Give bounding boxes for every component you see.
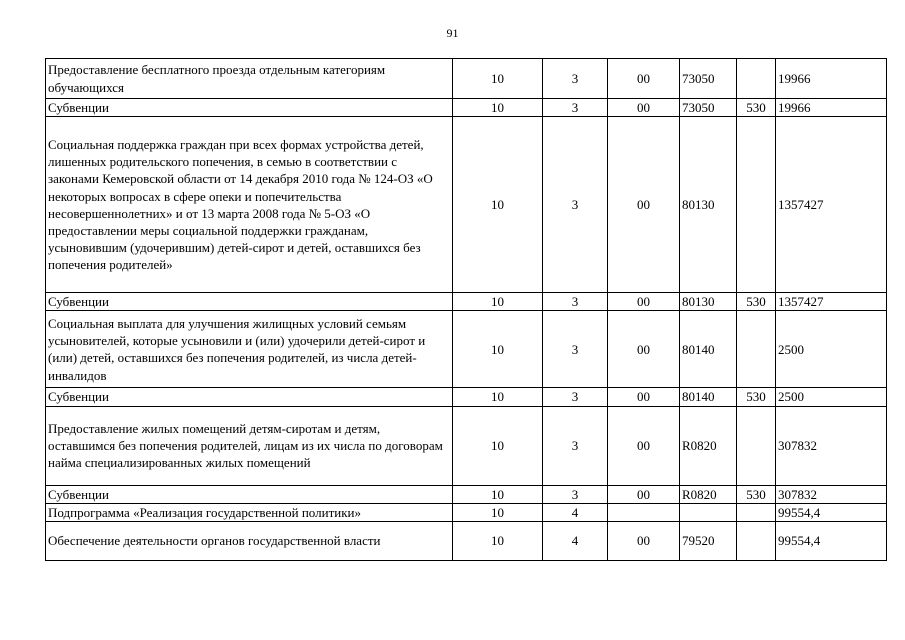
row-item: 80140 bbox=[680, 311, 737, 388]
row-expense-type bbox=[737, 406, 776, 485]
row-expense-type: 530 bbox=[737, 99, 776, 117]
table-row bbox=[46, 485, 887, 503]
table-row bbox=[46, 522, 887, 561]
row-expense-type bbox=[737, 59, 776, 99]
row-amount: 307832 bbox=[776, 406, 887, 485]
row-expense-type: 530 bbox=[737, 293, 776, 311]
row-name: Предоставление жилых помещений детям-сиротам и детям, оставшимся без попечения родителей, лицам из их числа по договорам найма специализированных жилых помещений bbox=[46, 406, 453, 485]
row-section: 10 bbox=[453, 406, 543, 485]
row-expense-type: 530 bbox=[737, 388, 776, 406]
row-program: 00 bbox=[608, 311, 680, 388]
row-program: 00 bbox=[608, 99, 680, 117]
row-program: 00 bbox=[608, 117, 680, 293]
row-item: 80130 bbox=[680, 117, 737, 293]
row-section: 10 bbox=[453, 311, 543, 388]
row-expense-type bbox=[737, 522, 776, 561]
table-row bbox=[46, 293, 887, 311]
table-row bbox=[46, 59, 887, 99]
row-amount: 99554,4 bbox=[776, 522, 887, 561]
row-name: Субвенции bbox=[46, 485, 453, 503]
row-amount: 99554,4 bbox=[776, 503, 887, 521]
row-subsection: 4 bbox=[543, 522, 608, 561]
row-program: 00 bbox=[608, 485, 680, 503]
row-section: 10 bbox=[453, 485, 543, 503]
row-name: Социальная выплата для улучшения жилищных условий семьям усыновителей, которые усыновили и (или) удочерили детей-сирот и (или) детей, оставшихся без попечения родителей, из числа детей-инвалидов bbox=[46, 311, 453, 388]
row-subsection: 3 bbox=[543, 293, 608, 311]
row-name: Предоставление бесплатного проезда отдельным категориям обучающихся bbox=[46, 59, 453, 99]
row-name: Субвенции bbox=[46, 99, 453, 117]
row-name: Субвенции bbox=[46, 293, 453, 311]
row-item: R0820 bbox=[680, 406, 737, 485]
row-amount: 19966 bbox=[776, 59, 887, 99]
row-name: Подпрограмма «Реализация государственной политики» bbox=[46, 503, 453, 521]
row-program bbox=[608, 503, 680, 521]
row-amount: 307832 bbox=[776, 485, 887, 503]
row-section: 10 bbox=[453, 388, 543, 406]
row-name: Обеспечение деятельности органов государственной власти bbox=[46, 522, 453, 561]
row-section: 10 bbox=[453, 59, 543, 99]
row-section: 10 bbox=[453, 503, 543, 521]
row-expense-type bbox=[737, 117, 776, 293]
table-row bbox=[46, 406, 887, 485]
row-subsection: 3 bbox=[543, 388, 608, 406]
row-name: Субвенции bbox=[46, 388, 453, 406]
row-subsection: 4 bbox=[543, 503, 608, 521]
row-program: 00 bbox=[608, 293, 680, 311]
row-expense-type: 530 bbox=[737, 485, 776, 503]
row-section: 10 bbox=[453, 293, 543, 311]
row-item: 80130 bbox=[680, 293, 737, 311]
page-number: 91 bbox=[446, 26, 459, 40]
row-item: 79520 bbox=[680, 522, 737, 561]
row-subsection: 3 bbox=[543, 485, 608, 503]
row-item: 80140 bbox=[680, 388, 737, 406]
table-row bbox=[46, 99, 887, 117]
row-program: 00 bbox=[608, 522, 680, 561]
table-row bbox=[46, 311, 887, 388]
row-expense-type bbox=[737, 311, 776, 388]
row-amount: 1357427 bbox=[776, 293, 887, 311]
row-section: 10 bbox=[453, 522, 543, 561]
row-section: 10 bbox=[453, 99, 543, 117]
row-amount: 19966 bbox=[776, 99, 887, 117]
row-subsection: 3 bbox=[543, 99, 608, 117]
row-section: 10 bbox=[453, 117, 543, 293]
row-item: 73050 bbox=[680, 59, 737, 99]
table-row bbox=[46, 117, 887, 293]
table-row bbox=[46, 503, 887, 521]
row-amount: 2500 bbox=[776, 311, 887, 388]
row-amount: 1357427 bbox=[776, 117, 887, 293]
budget-table bbox=[45, 58, 887, 561]
row-subsection: 3 bbox=[543, 406, 608, 485]
row-item: R0820 bbox=[680, 485, 737, 503]
row-program: 00 bbox=[608, 388, 680, 406]
row-program: 00 bbox=[608, 59, 680, 99]
row-amount: 2500 bbox=[776, 388, 887, 406]
row-subsection: 3 bbox=[543, 311, 608, 388]
row-expense-type bbox=[737, 503, 776, 521]
row-subsection: 3 bbox=[543, 59, 608, 99]
row-subsection: 3 bbox=[543, 117, 608, 293]
row-item: 73050 bbox=[680, 99, 737, 117]
table-row bbox=[46, 388, 887, 406]
row-item bbox=[680, 503, 737, 521]
row-program: 00 bbox=[608, 406, 680, 485]
row-name: Социальная поддержка граждан при всех формах устройства детей, лишенных родительского попечения, в семью в соответствии с законами Кемеровской области от 14 декабря 2010 года № 124-ОЗ «О некоторых вопросах в сфере опеки и попечительства несовершеннолетних» и от 13 марта 2008 года № 5-ОЗ «О предоставлении меры социальной поддержки гражданам, усыновившим (удочерившим) детей-сирот и детей, оставшихся без попечения родителей» bbox=[46, 117, 453, 293]
